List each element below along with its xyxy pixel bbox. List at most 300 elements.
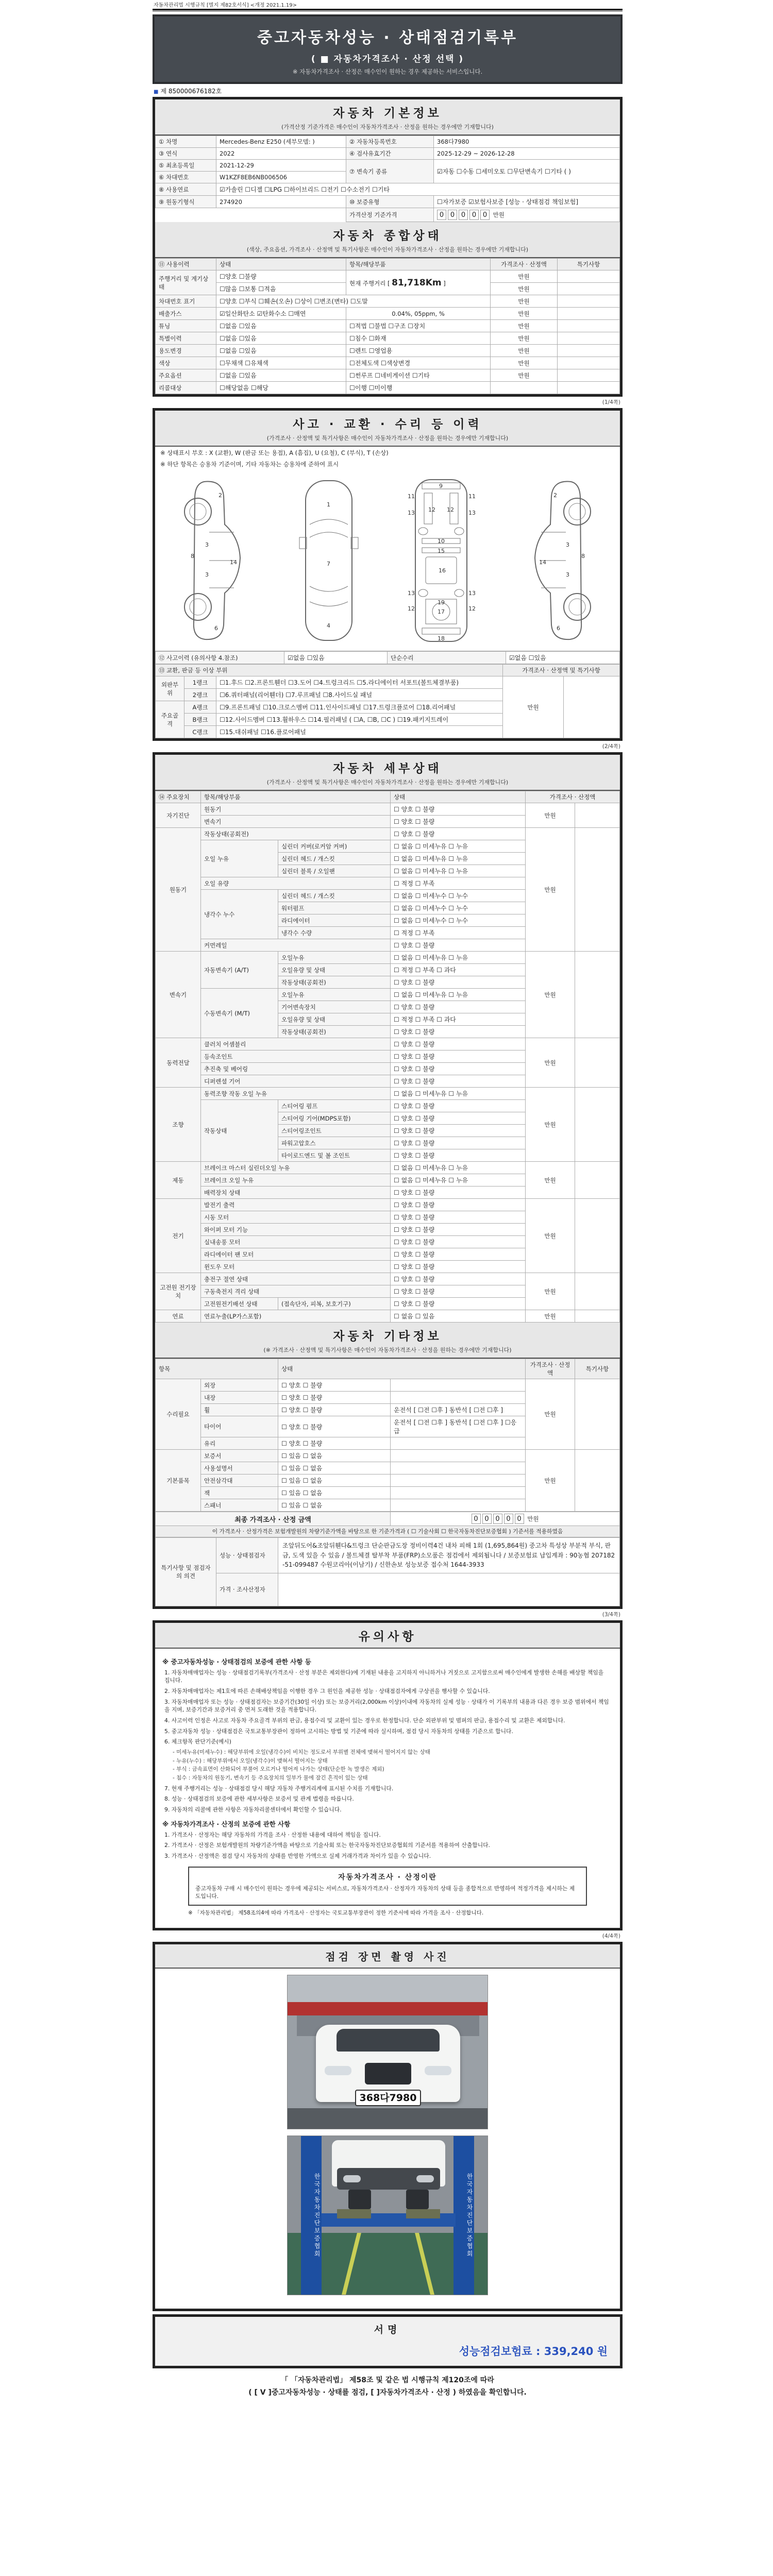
svg-text:2: 2 xyxy=(553,492,558,499)
price-cell: 만원 xyxy=(526,1379,575,1450)
tuning-checkboxes: ☐없음 ☐있음 xyxy=(216,320,346,332)
item-label: 동력조향 작동 오일 누유 xyxy=(201,1088,391,1100)
current-odometer: 현재 주행거리 [ 81,718Km ] xyxy=(346,270,491,295)
photo-exhaust-left xyxy=(343,2175,361,2182)
tuning-detail-checkboxes: ☐적법 ☐불법 ☐구조 ☐장치 xyxy=(346,320,491,332)
page2-block xyxy=(153,408,623,741)
note-cell xyxy=(558,369,620,382)
subitem-label: 실린더 헤드 / 개스킷 xyxy=(278,890,391,902)
engine-type-value: 274920 xyxy=(216,196,346,208)
detail-title: 자동차 세부상태 xyxy=(333,762,442,775)
subitem-label: 스티어링 기어(MDPS포함) xyxy=(278,1112,391,1125)
misc-extra-checkboxes: 운전석 [ ☐전 ☐후 ] 동반석 [ ☐전 ☐후 ] ☐응급 xyxy=(391,1416,526,1437)
item-label: 변속기 xyxy=(201,816,391,828)
model-year-value: 2022 xyxy=(216,148,346,160)
notice-section1-title: ※ 중고자동차성능 · 상태점검의 보증에 관한 사항 등 xyxy=(162,1657,311,1666)
detail-subtitle: (가격조사 · 산정액 및 특기사항은 매수인이 자동차가격조사 · 산정을 원하는 경우에만 기재합니다) xyxy=(266,779,509,786)
table-row xyxy=(156,295,620,308)
price-cell: 만원 xyxy=(526,952,575,1038)
detail-row xyxy=(156,952,620,964)
misc-extra-checkboxes: 운전석 [ ☐전 ☐후 ] 동반석 [ ☐전 ☐후 ] xyxy=(391,1404,526,1416)
price-unit: 만원 xyxy=(493,211,505,218)
table-row xyxy=(156,148,620,160)
table-row xyxy=(156,1538,620,1573)
photo-lift-post-right xyxy=(453,2136,474,2295)
rank-label: C랭크 xyxy=(184,726,216,738)
svg-text:3: 3 xyxy=(205,571,209,578)
option-detail-checkboxes: ☐썬루프 ☐네비게이션 ☐기타 xyxy=(346,369,491,382)
price-digit: 0 xyxy=(437,210,446,220)
accident-subtitle: (가격조사 · 산정액 및 특기사항은 매수인이 자동차가격조사 · 산정을 원하는 경우에만 기재합니다) xyxy=(266,435,509,442)
basic-info-title: 자동차 기본정보 xyxy=(333,107,442,120)
detail-row xyxy=(156,1162,620,1174)
photo-lift-post-left xyxy=(301,2136,322,2295)
opinion-table xyxy=(155,1537,620,1606)
note-cell xyxy=(575,1038,620,1088)
overall-subtitle: (색상, 주요옵션, 가격조사 · 산정액 및 특기사항은 매수인이 자동차가격조사 · 산정을 원하는 경우에만 기재합니다) xyxy=(246,246,529,253)
notice-subitem: - 침수 : 자동차의 원동기, 변속기 등 주요장치의 일부가 물에 잠긴 흔적이 있는 상태 xyxy=(173,1774,368,1781)
subitem-label: 실린더 블록 / 오일팬 xyxy=(278,865,391,877)
confirmation-line-2: ( [ V ]중고자동차성능 · 상태를 점검, [ ]자동차가격조사 · 산정 ) 하였음을 확인합니다. xyxy=(248,2388,527,2397)
table-header-row xyxy=(156,791,620,803)
table-row xyxy=(156,270,620,283)
subitem-label: 라디에이터 xyxy=(278,914,391,927)
price-appraisal-note: ※ 「자동차관리법」 제58조의4에 따라 가격조사 · 산정자는 국토교통부장관이 정한 기준서에 따라 가격을 조사 · 산정합니다. xyxy=(188,1909,484,1916)
price-cell: 만원 xyxy=(491,320,558,332)
col-header: 항목/해당부품 xyxy=(346,259,491,270)
device-label: 동력전달 xyxy=(156,1038,201,1088)
col-header: 상태 xyxy=(278,1359,526,1379)
photo-exhaust-right xyxy=(416,2175,434,2182)
subitem-label: 작동상태(공회전) xyxy=(278,1026,391,1038)
basic-info-header xyxy=(155,99,620,135)
svg-text:12: 12 xyxy=(468,605,476,612)
final-price-basis: 이 가격조사 · 산정가격은 보험개발원의 차량기준가액을 바탕으로 한 기준가격과 ( ☐ 기술사회 ☐ 한국자동차진단보증협회 ) 기준서를 적용하였음 xyxy=(156,1526,620,1537)
svg-text:14: 14 xyxy=(539,559,547,566)
item-label: 고전원전기배선 상태 xyxy=(201,1298,278,1310)
rank1-items: ☐1.후드 ☐2.프론트휀더 ☐3.도어 ☐4.트렁크리드 ☐5.라디에이터 서포트(볼트체결부품) xyxy=(216,676,503,689)
price-cell: 만원 xyxy=(491,283,558,295)
final-price-value xyxy=(391,1512,620,1526)
item-label: 구동축전지 격리 상태 xyxy=(201,1285,391,1298)
price-cell: 만원 xyxy=(526,803,575,828)
price-digit: 0 xyxy=(448,210,457,220)
state-checkboxes: ☐ 없음 ☐ 미세누유 ☐ 누유 xyxy=(391,840,526,853)
emission-values: 0.04%, 05ppm, % xyxy=(346,308,491,320)
state-checkboxes: ☐ 양호 ☐ 불량 xyxy=(391,1001,526,1013)
photo-lift-ramp-right xyxy=(406,2209,440,2218)
row-label: 용도변경 xyxy=(156,345,216,357)
final-price-label: 최종 가격조사 · 산정 금액 xyxy=(156,1512,391,1526)
misc-row xyxy=(156,1379,620,1392)
col-header: 특기사항 xyxy=(558,259,620,270)
table-row xyxy=(156,183,620,196)
notice-subitem: - 누유(누수) : 해당부위에서 오일(냉각수)이 맺혀서 떨어지는 상태 xyxy=(173,1757,328,1764)
state-checkboxes: ☐ 양호 ☐ 불량 xyxy=(391,1224,526,1236)
price-cell: 만원 xyxy=(526,1199,575,1273)
state-checkboxes: ☐ 없음 ☐ 미세누유 ☐ 누유 xyxy=(391,853,526,865)
table-header-row xyxy=(156,1359,620,1379)
final-price-table xyxy=(155,1512,620,1537)
svg-text:2: 2 xyxy=(218,492,222,499)
notice-item: 8. 성능 · 상태점검의 보증에 관한 세부사항은 보증서 및 관계 법령을 따릅니다. xyxy=(164,1795,354,1803)
state-checkboxes: ☐ 양호 ☐ 불량 xyxy=(391,1298,526,1310)
photos-title: 점검 장면 촬영 사진 xyxy=(155,1944,620,1969)
notice-section2-title: ※ 자동차가격조사 · 산정의 보증에 관한 사항 xyxy=(162,1820,291,1828)
subitem-label: 파워고압호스 xyxy=(278,1137,391,1149)
page4-block xyxy=(153,1620,623,1930)
note-cell xyxy=(564,676,620,738)
note-cell xyxy=(575,1162,620,1199)
misc-state-checkboxes: ☐ 양호 ☐ 불량 xyxy=(278,1416,391,1437)
price-digit: 0 xyxy=(459,210,468,220)
inspection-photo-rear-lift xyxy=(287,2136,488,2295)
state-checkboxes: ☐ 양호 ☐ 불량 xyxy=(391,1063,526,1075)
notice-item: 5. 중고자동차 성능 · 상태점검은 국토교통부장관이 정하여 고시하는 방법 및 기준에 따라 실시하며, 점검 당시 자동차의 상태를 기준으로 합니다. xyxy=(164,1727,513,1735)
inspector-opinion-text: 조앞뒤도어&조앞뒤휀다&트렁크 단순판금도장 정비이력4건 내차 피해 1회 (1,695,864원) 중고차 특성상 부분적 부식, 판금, 도색 있을 수 있음 / 볼트체결 탈부착 부품(FRP)소모품은 점검에서 제외됩니다 / 보증보험료 납입계좌 : 90농협 207182-51-099487 수원코리아(이남기) / 신한손보 성능보증 접수처 1644-3933 xyxy=(278,1538,620,1573)
col-header: 상태 xyxy=(391,791,526,803)
table-row xyxy=(156,652,620,664)
item-label: 커먼레일 xyxy=(201,939,391,952)
appraiser-role-label: 가격 · 조사산정자 xyxy=(216,1573,278,1606)
misc-extra-checkboxes xyxy=(391,1450,526,1462)
accident-header xyxy=(155,411,620,447)
state-checkboxes: ☐ 없음 ☐ 미세누수 ☐ 누수 xyxy=(391,890,526,902)
state-checkboxes: ☐ 없음 ☐ 미세누수 ☐ 누수 xyxy=(391,914,526,927)
note-cell xyxy=(558,345,620,357)
price-cell: 만원 xyxy=(526,1450,575,1512)
row-label: 주요옵션 xyxy=(156,369,216,382)
svg-text:6: 6 xyxy=(214,625,218,632)
item-label: 클러치 어셈블리 xyxy=(201,1038,391,1050)
misc-item-label: 스패너 xyxy=(201,1499,278,1512)
document-subtitle: ( ■ 자동차가격조사 · 산정 선택 ) xyxy=(311,54,464,64)
price-cell: 만원 xyxy=(491,332,558,345)
confirmation-footer xyxy=(153,2368,623,2399)
table-header-row xyxy=(156,259,620,270)
page1-block xyxy=(153,97,623,397)
state-checkboxes: ☐ 양호 ☐ 불량 xyxy=(391,1125,526,1137)
opinion-label: 특기사항 및 점검자의 의견 xyxy=(156,1538,216,1606)
confirmation-line-1: 「 「자동차관리법」 제58조 및 같은 법 시행규칙 제120조에 따라 xyxy=(281,2376,494,2384)
price-cell: 만원 xyxy=(491,369,558,382)
state-checkboxes: ☐ 양호 ☐ 불량 xyxy=(391,1273,526,1285)
item-label: 발전기 출력 xyxy=(201,1199,391,1211)
basic-info-subtitle: (가격산정 기준가격은 매수인이 자동차가격조사 · 산정을 원하는 경우에만 기재합니다) xyxy=(281,124,494,130)
table-row xyxy=(156,1526,620,1537)
notice-subitem: - 부식 : 금속표면이 산화되어 부풀어 오르거나 떨어져 나가는 상태(단순한 녹 발생은 제외) xyxy=(173,1766,384,1773)
table-row xyxy=(156,320,620,332)
svg-text:19: 19 xyxy=(437,599,445,606)
overall-table xyxy=(155,258,620,394)
price-appraisal-box xyxy=(188,1867,587,1906)
recall-checkboxes: ☐해당없음 ☐해당 xyxy=(216,382,346,394)
overall-header xyxy=(155,222,620,258)
photo-sky xyxy=(288,1975,488,2005)
note-cell xyxy=(575,828,620,952)
notice-item: 2. 가격조사 · 산정은 보험개발원의 차량기준가액을 바탕으로 기술사회 또는 한국자동차진단보증협회의 기준서를 적용하여 산출합니다. xyxy=(164,1842,490,1849)
state-checkboxes: ☐ 양호 ☐ 불량 xyxy=(391,1026,526,1038)
fuel-checkboxes: ☑가솔린 ☐디젤 ☐LPG ☐하이브리드 ☐전기 ☐수소전기 ☐기타 xyxy=(216,183,620,196)
misc-extra-checkboxes xyxy=(391,1392,526,1404)
item-label: 와이퍼 모터 기능 xyxy=(201,1224,391,1236)
misc-item-label: 타이어 xyxy=(201,1416,278,1437)
state-checkboxes: ☐ 양호 ☐ 불량 xyxy=(391,1187,526,1199)
misc-item-label: 사용설명서 xyxy=(201,1462,278,1475)
document-number: 제 850000676182호 xyxy=(160,88,222,95)
table-row xyxy=(156,332,620,345)
table-row xyxy=(156,357,620,369)
subitem-label: 냉각수 수량 xyxy=(278,927,391,939)
state-checkboxes: ☐ 양호 ☐ 불량 xyxy=(391,816,526,828)
signature-title: 서명 xyxy=(374,2324,401,2335)
state-checkboxes: ☐ 적정 ☐ 부족 xyxy=(391,927,526,939)
state-checkboxes: ☐ 양호 ☐ 불량 xyxy=(391,803,526,816)
state-checkboxes: ☐ 양호 ☐ 불량 xyxy=(391,939,526,952)
subitem-label: 오일유량 및 상태 xyxy=(278,964,391,976)
note-cell xyxy=(575,1379,620,1450)
note-cell xyxy=(575,1310,620,1323)
item-label: 작동상태 xyxy=(201,1100,278,1162)
rank-label: 2랭크 xyxy=(184,689,216,701)
car-side-left-diagram xyxy=(173,476,261,646)
misc-state-checkboxes: ☐ 있음 ☐ 없음 xyxy=(278,1499,391,1512)
notice-item: 3. 자동차매매업자 또는 성능 · 상태점검자는 보증기간(30일 이상) 또는 보증거리(2,000km 이상)이내에 자동차의 실제 성능 · 상태가 이 기록부의 내용과 다른 경우 보증 범위에서 책임을 지며, 보증기간과 보증거리 중 먼저 도래한 것을 적용합니다. xyxy=(164,1698,609,1714)
svg-text:6: 6 xyxy=(557,625,561,632)
svg-text:13: 13 xyxy=(468,590,476,597)
document-title-note: ※ 자동차가격조사 · 산정은 매수인이 원하는 경우 제공하는 서비스입니다. xyxy=(292,68,483,75)
inspector-role-label: 성능 · 상태점검자 xyxy=(216,1538,278,1573)
subitem-label: 워터펌프 xyxy=(278,902,391,914)
misc-row xyxy=(156,1450,620,1462)
field-label: ⑧ 사용연료 xyxy=(156,183,216,196)
subitem-label: 스티어링 펌프 xyxy=(278,1100,391,1112)
price-cell: 만원 xyxy=(526,1310,575,1323)
page-marker-3: (3/4쪽) xyxy=(602,1611,620,1618)
document-number-row xyxy=(153,84,623,97)
svg-text:8: 8 xyxy=(581,553,585,560)
notice-body xyxy=(155,1649,620,1928)
state-checkboxes: ☐ 적정 ☐ 부족 ☐ 과다 xyxy=(391,1013,526,1026)
detail-row xyxy=(156,1310,620,1323)
notice-item: 1. 가격조사 · 산정자는 해당 자동차의 가격을 조사 · 산정한 내용에 대하여 책임을 집니다. xyxy=(164,1831,381,1838)
row-label: 차대번호 표기 xyxy=(156,295,216,308)
notice-item: 1. 자동차매매업자는 성능 · 상태점검기록부(가격조사 · 산정 부분은 제외한다)에 기재된 내용을 고지하지 아니하거나 거짓으로 고지함으로써 매수인에게 발생한 손해를 배상할 책임을 집니다. xyxy=(164,1669,604,1684)
col-header: ⑭ 주요장치 xyxy=(156,791,201,803)
price-cell: 만원 xyxy=(503,676,564,738)
table-row xyxy=(156,676,620,689)
misc-state-checkboxes: ☐ 양호 ☐ 불량 xyxy=(278,1437,391,1450)
page-marker-4: (4/4쪽) xyxy=(602,1933,620,1939)
misc-extra-checkboxes xyxy=(391,1487,526,1499)
row-label: 특별이력 xyxy=(156,332,216,345)
base-price-value xyxy=(434,208,620,222)
car-name-value: Mercedes-Benz E250 (세부모델: ) xyxy=(216,136,346,148)
photo-area xyxy=(155,1969,620,2309)
svg-text:11: 11 xyxy=(468,493,476,500)
device-label: 고전원 전기장치 xyxy=(156,1273,201,1310)
price-cell: 만원 xyxy=(526,1088,575,1162)
svg-text:12: 12 xyxy=(428,506,435,513)
table-row xyxy=(156,369,620,382)
subitem-label: 실린더 커버(로커암 커버) xyxy=(278,840,391,853)
first-registration-value: 2021-12-29 xyxy=(216,160,346,172)
misc-state-checkboxes: ☐ 있음 ☐ 없음 xyxy=(278,1487,391,1499)
photo-lift-ramp-left xyxy=(337,2209,371,2218)
state-checkboxes: ☐ 적정 ☐ 부족 ☐ 과다 xyxy=(391,964,526,976)
misc-state-checkboxes: ☐ 양호 ☐ 불량 xyxy=(278,1404,391,1416)
note-cell xyxy=(558,320,620,332)
state-code-note: ※ 상태표시 부호 : X (교환), W (판금 또는 용접), A (흠집), U (요철), C (부식), T (손상) xyxy=(160,449,389,456)
note-cell xyxy=(575,803,620,828)
item-label: 자동변속기 (A/T) xyxy=(201,952,278,989)
subitem-label: 오일누유 xyxy=(278,989,391,1001)
notice-item: 6. 체크항목 판단기준(예시) xyxy=(164,1738,231,1745)
misc-table xyxy=(155,1359,620,1512)
subitem-label: 오일누유 xyxy=(278,952,391,964)
misc-item-label: 유리 xyxy=(201,1437,278,1450)
table-row xyxy=(156,160,620,172)
inspection-document xyxy=(153,0,623,2399)
col-header: 상태 xyxy=(216,259,346,270)
field-label: ④ 검사유효기간 xyxy=(346,148,434,160)
notice-list-1 xyxy=(157,1669,618,1814)
state-checkboxes: ☐ 양호 ☐ 불량 xyxy=(391,1137,526,1149)
note-cell xyxy=(558,332,620,345)
svg-text:14: 14 xyxy=(229,559,237,566)
photo-grille xyxy=(365,2063,411,2084)
svg-text:13: 13 xyxy=(407,510,415,516)
note-cell xyxy=(558,382,620,394)
subitem-label: 실린더 헤드 / 개스킷 xyxy=(278,853,391,865)
price-cell: 만원 xyxy=(491,345,558,357)
svg-text:3: 3 xyxy=(566,541,570,548)
svg-text:7: 7 xyxy=(327,561,331,567)
basic-info-table xyxy=(155,135,620,222)
base-price-label: 가격산정 기준가격 xyxy=(346,208,434,222)
overall-title: 자동차 종합상태 xyxy=(333,229,442,243)
simple-repair-checkboxes: ☑없음 ☐있음 xyxy=(506,652,620,664)
note-cell xyxy=(558,357,620,369)
car-diagrams xyxy=(155,471,620,651)
photo-license-plate: 368다7980 xyxy=(355,2090,421,2106)
car-bottom-diagram xyxy=(397,476,485,646)
misc-state-checkboxes: ☐ 양호 ☐ 불량 xyxy=(278,1392,391,1404)
state-checkboxes: ☐ 적정 ☐ 부족 xyxy=(391,877,526,890)
price-digit: 0 xyxy=(472,1514,481,1524)
outer-panel-group: 외판부위 xyxy=(156,676,184,701)
device-label: 조향 xyxy=(156,1088,201,1162)
inspection-valid-value: 2025-12-29 ~ 2026-12-28 xyxy=(434,148,620,160)
subitem-label: 타이로드엔드 및 볼 조인트 xyxy=(278,1149,391,1162)
state-checkboxes: ☐ 양호 ☐ 불량 xyxy=(391,1149,526,1162)
price-cell: 만원 xyxy=(491,295,558,308)
note-cell xyxy=(558,308,620,320)
subitem-label: 기어변속장치 xyxy=(278,1001,391,1013)
misc-extra-checkboxes xyxy=(391,1499,526,1512)
rank2-items: ☐6.쿼터패널(리어휀더) ☐7.루프패널 ☐8.사이드실 패널 xyxy=(216,689,503,701)
photo-headlight-left xyxy=(325,2066,351,2075)
device-label: 자기진단 xyxy=(156,803,201,828)
doc-number-icon: ■ xyxy=(154,89,159,95)
price-cell: 만원 xyxy=(491,308,558,320)
table-row xyxy=(156,345,620,357)
misc-item-label: 보증서 xyxy=(201,1450,278,1462)
col-header: 항목 xyxy=(156,1359,278,1379)
note-cell xyxy=(575,1450,620,1512)
rankA-items: ☐9.프론트패널 ☐10.크로스멤버 ☐11.인사이드패널 ☐17.트렁크플로어 ☐18.리어패널 xyxy=(216,701,503,714)
state-checkboxes: ☐ 양호 ☐ 불량 xyxy=(391,976,526,989)
document-title: 중고자동차성능 · 상태점검기록부 xyxy=(257,29,518,47)
accident-history-checkboxes: ☑없음 ☐있음 xyxy=(284,652,388,664)
emission-checkboxes: ☑일산화탄소 ☑탄화수소 ☐매연 xyxy=(216,308,346,320)
misc-state-checkboxes: ☐ 양호 ☐ 불량 xyxy=(278,1379,391,1392)
special-history-detail: ☐침수 ☐화재 xyxy=(346,332,491,345)
state-checkboxes: ☐ 양호 ☐ 불량 xyxy=(391,1038,526,1050)
special-history-checkboxes: ☐없음 ☐있음 xyxy=(216,332,346,345)
item-label: 냉각수 누수 xyxy=(201,890,278,939)
device-label: 제동 xyxy=(156,1162,201,1199)
photo-windshield xyxy=(337,2029,440,2052)
note-cell xyxy=(558,283,620,295)
notice-item: 7. 현재 주행거리는 성능 · 상태점검 당시 해당 자동차 주행거리계에 표시된 수치를 기재합니다. xyxy=(164,1785,394,1792)
svg-text:8: 8 xyxy=(190,553,194,560)
state-checkboxes: ☐ 양호 ☐ 불량 xyxy=(391,1075,526,1088)
price-digit: 0 xyxy=(482,1514,492,1524)
accident-history-table xyxy=(155,651,620,664)
svg-text:15: 15 xyxy=(437,548,445,554)
svg-text:13: 13 xyxy=(468,510,476,516)
svg-text:18: 18 xyxy=(437,635,445,642)
notice-item: 4. 사고이력 인정은 사고로 자동차 주요골격 부위의 판금, 용접수리 및 교환이 있는 경우로 한정합니다. 단순 외판부위 및 범퍼의 판금, 용접수리 및 교환은 제외합니다. xyxy=(164,1717,565,1724)
state-checkboxes: ☐ 양호 ☐ 불량 xyxy=(391,1236,526,1248)
warranty-type-checkboxes: ☐자가보증 ☑보험사보증 [성능 · 상태점검 책임보험] xyxy=(434,196,620,208)
svg-text:9: 9 xyxy=(439,483,443,489)
state-checkboxes: ☐ 없음 ☐ 미세누유 ☐ 누유 xyxy=(391,865,526,877)
form-reference-note: 자동차관리법 시행규칙 [별지 제82호서식] <개정 2021.1.19> xyxy=(154,3,297,8)
passenger-car-note: ※ 하단 항목은 승용차 기준이며, 기타 자동차는 승용차에 준하여 표시 xyxy=(160,461,339,468)
rank-label: A랭크 xyxy=(184,701,216,714)
notice-list-2 xyxy=(157,1831,618,1860)
detail-row xyxy=(156,1199,620,1211)
item-label: 오일 누유 xyxy=(201,840,278,877)
photos-block xyxy=(153,1942,623,2311)
detail-row xyxy=(156,1273,620,1285)
row-label: 튜닝 xyxy=(156,320,216,332)
price-digit: 0 xyxy=(469,210,479,220)
price-unit: 만원 xyxy=(527,1515,539,1522)
signature-block xyxy=(153,2314,623,2368)
item-label: 실내송풍 모터 xyxy=(201,1236,391,1248)
detail-row xyxy=(156,803,620,816)
svg-text:4: 4 xyxy=(327,622,331,629)
state-checkboxes: ☐ 없음 ☐ 있음 xyxy=(391,1310,526,1323)
notice-header xyxy=(155,1623,620,1649)
note-cell xyxy=(558,270,620,283)
table-header-row xyxy=(156,665,620,676)
photo-ground xyxy=(288,2108,488,2129)
item-label: 라디에이터 팬 모터 xyxy=(201,1248,391,1261)
transmission-checkboxes: ☑자동 ☐수동 ☐세미오토 ☐무단변속기 ☐기타 ( ) xyxy=(434,160,620,183)
notice-title: 유의사항 xyxy=(358,1630,417,1643)
misc-title: 자동차 기타정보 xyxy=(333,1330,442,1343)
misc-subtitle: (※ 가격조사 · 산정액 및 특기사항은 매수인이 자동차가격조사 · 산정을 원하는 경우에만 기재합니다) xyxy=(263,1347,512,1353)
page3-block xyxy=(153,752,623,1609)
state-checkboxes: ☐ 양호 ☐ 불량 xyxy=(391,1112,526,1125)
price-cell: 만원 xyxy=(491,270,558,283)
accident-title: 사고 · 교환 · 수리 등 이력 xyxy=(293,418,482,431)
color-detail-checkboxes: ☐전체도색 ☐색상변경 xyxy=(346,357,491,369)
